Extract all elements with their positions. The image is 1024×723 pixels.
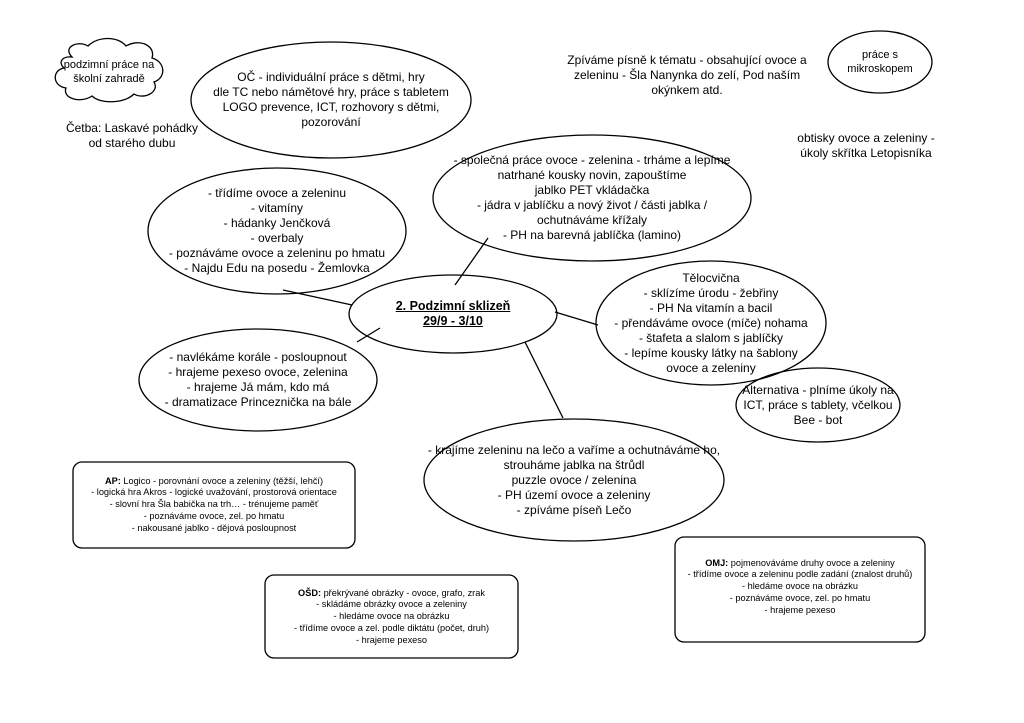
oc-line: pozorování — [301, 115, 361, 129]
leco-line: - zpíváme píseň Lečo — [516, 502, 632, 517]
sorting-line: - vitamíny — [250, 201, 303, 215]
osd-line: - hledáme ovoce na obrázku — [333, 611, 450, 622]
sorting-line: - třídíme ovoce a zeleninu — [207, 186, 347, 200]
songs-text — [547, 50, 827, 100]
beads-line: - dramatizace Princeznička na bále — [164, 395, 352, 409]
omj-line: - poznáváme ovoce, zel. po hmatu — [729, 592, 871, 603]
sorting-line: - Najdu Edu na posedu - Žemlovka — [184, 261, 370, 275]
omj-lead: OMJ: — [705, 557, 729, 568]
joint-line: - společná práce ovoce - zelenina - trháme a lepíme — [453, 153, 731, 167]
alternative-line: ICT, práce s tablety, včelkou — [743, 397, 893, 412]
beads-line: - hrajeme Já mám, kdo má — [186, 380, 330, 394]
omj-node — [678, 548, 922, 626]
microscope-node — [832, 44, 928, 80]
gym-line: Tělocvična — [682, 270, 740, 285]
osd-line — [298, 588, 485, 600]
beads-line: - navlékáme korále - posloupnout — [169, 350, 347, 364]
cloud-node — [50, 52, 168, 92]
joint-node — [442, 145, 742, 251]
omj-line: - hledáme ovoce na obrázku — [742, 581, 858, 592]
ap-line — [105, 476, 323, 488]
osd-line: - skládáme obrázky ovoce a zeleniny — [316, 599, 467, 610]
leco-line: puzzle ovoce / zelenina — [511, 472, 637, 487]
obtisky-line: úkoly skřítka Letopisníka — [800, 146, 932, 160]
joint-line: jablko PET vkládačka — [534, 183, 650, 197]
oc-node — [196, 48, 466, 152]
sorting-line: - poznáváme ovoce a zeleninu po hmatu — [168, 246, 386, 260]
leco-line: strouháme jablka na štrůdl — [503, 457, 645, 472]
connector-sorting — [283, 290, 352, 305]
alternative-line: Bee - bot — [793, 412, 843, 427]
gym-line: - PH Na vitamín a bacil — [649, 300, 773, 315]
omj-line: - hrajeme pexeso — [764, 604, 836, 615]
omj-line: - třídíme ovoce a zeleninu podle zadání (znalost druhů) — [687, 569, 913, 580]
songs-line: zeleninu - Šla Nanynka do zelí, Pod naším — [573, 67, 801, 82]
oc-line: dle TC nebo námětové hry, práce s tabletem — [213, 85, 449, 99]
songs-line: Zpíváme písně k tématu - obsahující ovoce a — [567, 52, 807, 67]
osd-line: - třídíme ovoce a zel. podle diktátu (počet, druh) — [293, 622, 490, 633]
ap-line: - poznáváme ovoce, zel. po hmatu — [143, 510, 285, 521]
ap-first: Logico - porovnání ovoce a zeleniny (těžší, lehčí) — [120, 475, 324, 486]
joint-line: - PH na barevná jablíčka (lamino) — [502, 228, 682, 242]
osd-line: - hrajeme pexeso — [356, 634, 427, 645]
ap-line: - nakousané jablko - dějová posloupnost — [131, 522, 297, 533]
cloud-line: podzimní práce na — [63, 59, 155, 71]
osd-first: překrývané obrázky - ovoce, grafo, zrak — [321, 587, 485, 598]
ap-line: - logická hra Akros - logické uvažování, prostorová orientace — [91, 487, 337, 498]
center-dates: 29/9 - 3/10 — [423, 314, 483, 328]
obtisky-text — [778, 128, 954, 164]
gym-line: - štafeta a slalom s jablíčky — [638, 330, 784, 345]
sorting-node — [158, 178, 396, 284]
center-node — [355, 292, 551, 336]
oc-line: OČ - individuální práce s dětmi, hry — [237, 70, 425, 84]
microscope-line: mikroskopem — [847, 63, 913, 75]
obtisky-line: obtisky ovoce a zeleniny - — [797, 131, 935, 145]
ap-lead: AP: — [104, 475, 121, 486]
beads-line: - hrajeme pexeso ovoce, zelenina — [168, 365, 348, 379]
alternative-line: Alternativa - plníme úkoly na — [742, 382, 894, 397]
cetba-line: od starého dubu — [88, 136, 176, 150]
cetba-line: Četba: Laskavé pohádky — [65, 121, 199, 135]
osd-lead: OŠD: — [298, 587, 322, 598]
gym-line: - lepíme kousky látky na šablony — [624, 345, 798, 360]
gym-line: ovoce a zeleniny — [666, 360, 756, 375]
joint-line: - jádra v jablíčku a nový život / části jablka / — [476, 198, 708, 212]
alternative-node — [740, 380, 896, 430]
connector-gym — [555, 312, 598, 325]
microscope-line: práce s — [861, 49, 899, 61]
osd-node — [268, 580, 515, 654]
omj-first: pojmenováváme druhy ovoce a zeleniny — [728, 557, 895, 568]
songs-line: okýnkem atd. — [651, 82, 723, 97]
omj-line — [705, 558, 894, 570]
leco-line: - PH území ovoce a zeleniny — [497, 487, 651, 502]
ap-node — [76, 466, 352, 544]
beads-node — [144, 348, 372, 412]
gym-node — [600, 268, 822, 378]
leco-node — [426, 440, 722, 520]
sorting-line: - hádanky Jenčková — [223, 216, 331, 230]
sorting-line: - overbaly — [250, 231, 304, 245]
leco-line: - krájíme zeleninu na lečo a vaříme a ochutnáváme ho, — [427, 442, 721, 457]
ap-line: - slovní hra Šla babička na trh… - trénujeme paměť — [109, 499, 319, 510]
joint-line: ochutnáváme křížaly — [536, 213, 648, 227]
center-title: 2. Podzimní sklizeň — [395, 299, 511, 313]
oc-line: LOGO prevence, ICT, rozhovory s dětmi, — [222, 100, 440, 114]
joint-line: natrhané kousky novin, zapouštíme — [497, 168, 687, 182]
cetba-text — [52, 118, 212, 154]
gym-line: - sklízíme úrodu - žebřiny — [643, 285, 779, 300]
gym-line: - přendáváme ovoce (míče) nohama — [614, 315, 808, 330]
cloud-line: školní zahradě — [73, 73, 145, 85]
connector-leco — [525, 342, 563, 418]
